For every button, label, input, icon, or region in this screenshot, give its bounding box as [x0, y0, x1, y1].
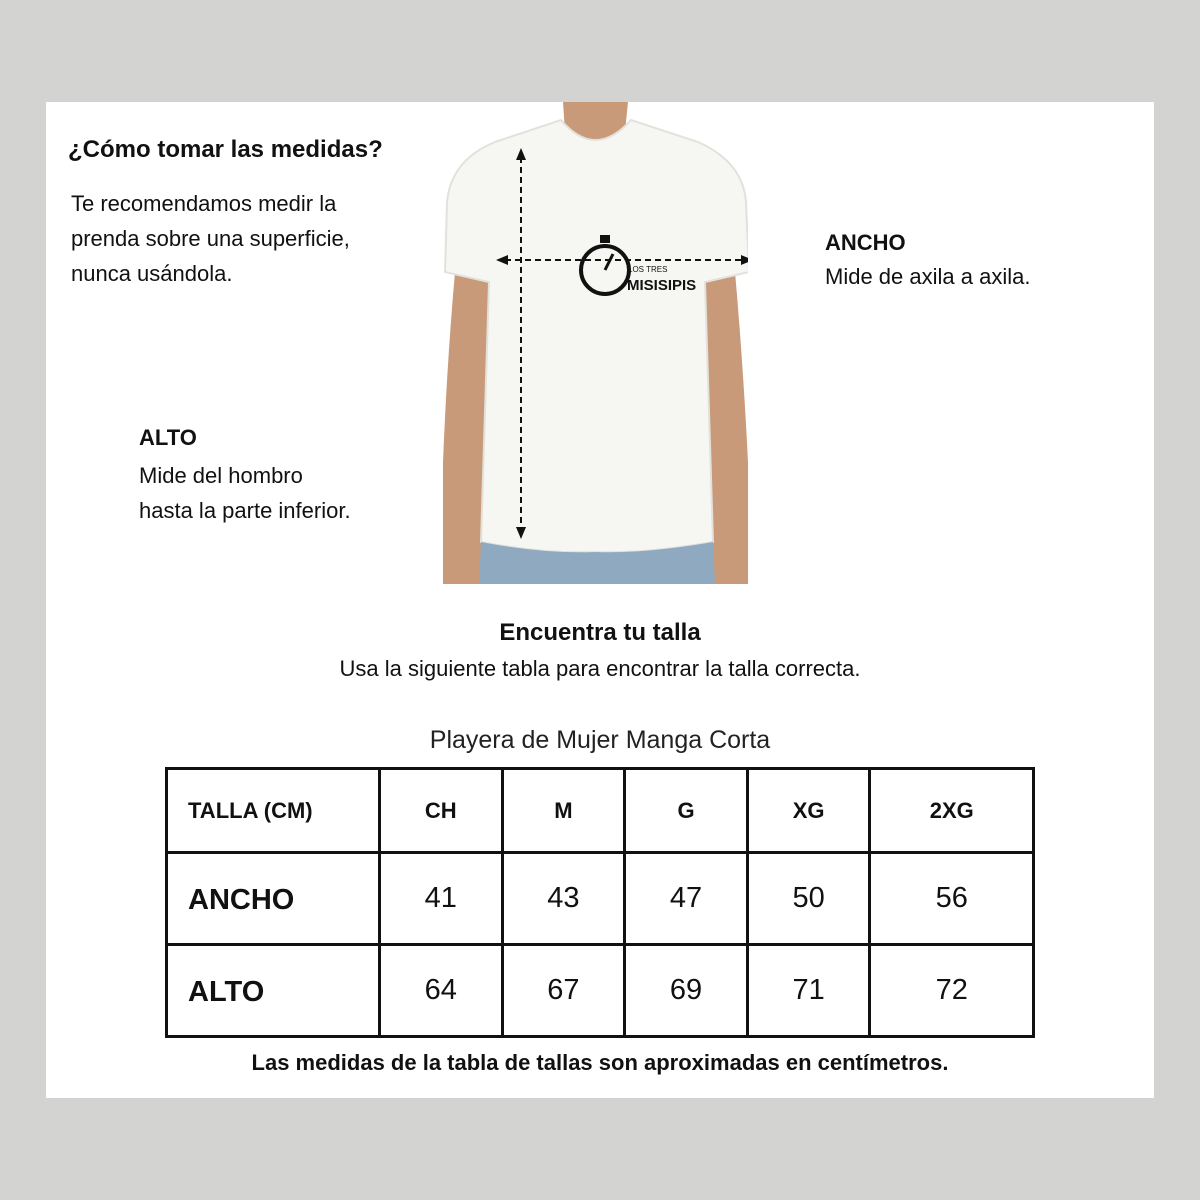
table-cell: 69: [625, 945, 748, 1037]
alto-description: [139, 458, 439, 528]
ancho-description: Mide de axila a axila.: [825, 264, 1031, 289]
header-cell: 2XG: [870, 769, 1034, 853]
header-cell: M: [502, 769, 625, 853]
header-cell: G: [625, 769, 748, 853]
table-row: [167, 945, 1034, 1037]
how-line: prenda sobre una superficie,: [71, 226, 350, 251]
table-cell: 72: [870, 945, 1034, 1037]
how-line: nunca usándola.: [71, 261, 233, 286]
header-cell: TALLA (CM): [167, 769, 380, 853]
table-cell: 43: [502, 853, 625, 945]
row-label: ANCHO: [167, 853, 380, 945]
alto-line: hasta la parte inferior.: [139, 498, 351, 523]
alto-line: Mide del hombro: [139, 463, 303, 488]
logo-small-text: LOS TRES: [628, 265, 668, 274]
table-cell: 71: [747, 945, 870, 1037]
tshirt-figure: [443, 102, 748, 584]
measurement-note: Las medidas de la tabla de tallas son aproximadas en centímetros.: [251, 1050, 949, 1075]
size-table: [165, 767, 1035, 1038]
logo-big-text: MISISIPIS: [627, 277, 697, 294]
shirt-body: [445, 120, 748, 552]
header-cell: XG: [747, 769, 870, 853]
row-label: ALTO: [167, 945, 380, 1037]
find-size-title: Encuentra tu talla: [499, 619, 701, 646]
alto-title: ALTO: [139, 425, 197, 450]
table-cell: 50: [747, 853, 870, 945]
table-title: Playera de Mujer Manga Corta: [429, 726, 771, 754]
table-cell: 64: [380, 945, 503, 1037]
size-guide-card: [46, 102, 1154, 1098]
header-cell: CH: [380, 769, 503, 853]
table-cell: 41: [380, 853, 503, 945]
table-row: [167, 853, 1034, 945]
ancho-title: ANCHO: [825, 230, 906, 255]
table-cell: 47: [625, 853, 748, 945]
how-to-measure-text: [71, 186, 411, 291]
table-header-row: [167, 769, 1034, 853]
find-size-text: Usa la siguiente tabla para encontrar la talla correcta.: [339, 656, 861, 681]
how-to-measure-title: ¿Cómo tomar las medidas?: [68, 136, 383, 163]
table-cell: 56: [870, 853, 1034, 945]
table-cell: 67: [502, 945, 625, 1037]
how-line: Te recomendamos medir la: [71, 191, 337, 216]
